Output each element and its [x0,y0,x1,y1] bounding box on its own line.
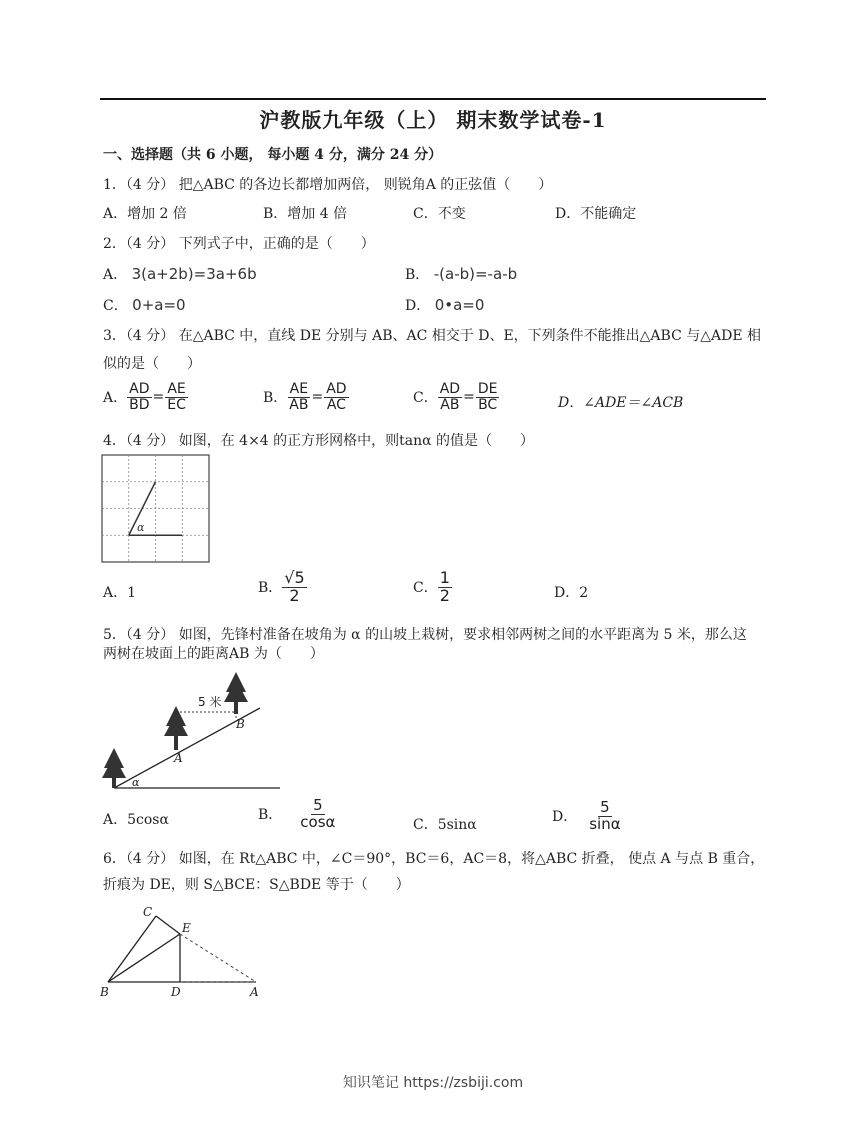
q2-option-b [405,264,517,284]
q5-option-d-frac: $\frac{5}{\sin\alpha}$ [589,798,621,833]
q5-stem-line2: 两树在坡面上的距离AB 为（ ） [103,646,324,662]
q6-point-a-label: A [250,985,259,999]
q3-stem-line1: 3．（4 分） 在△ABC 中，直线 DE 分别与 AB、AC 相交于 D、E，下列条件不能推出△ABC 与△ADE 相 [103,328,762,344]
q2-option-d-label: D． [405,298,431,314]
q1-option-d: D．不能确定 [555,206,637,222]
q4-option-b [258,570,307,605]
q4-option-a: A．1 [103,585,137,601]
q2-option-a-math: 3(a+2b)=3a+6b [131,265,257,283]
q5-point-a-label: A [174,751,183,765]
q4-option-b-label: B． [258,580,283,597]
q2-option-a-label: A． [103,267,128,283]
q4-option-c-frac: $\frac{1}{2}$ [439,568,450,605]
footer-watermark[interactable]: 知识笔记 https://zsbiji.com [342,1075,524,1091]
q1-stem: 1．（4 分） 把△ABC 的各边长都增加两倍， 则锐角A 的正弦值（ ） [103,177,553,193]
q2-option-c [103,295,186,315]
q3-option-c: C． $\frac{AD}{AB}$ = $\frac{DE}{BC}$ [413,381,498,413]
q5-slope-figure [100,670,285,792]
q3-option-b-frac1: $\frac{AE}{AB}$ [289,381,309,413]
page-title: 沪教版九年级（上） 期末数学试卷-1 [259,108,607,132]
tree-icon-2 [164,706,188,750]
q5-distance-label: 5 米 [198,695,222,709]
q5-point-b-label: B [236,717,245,731]
q6-point-e-label: E [182,921,191,935]
q3-option-b-frac2: $\frac{AD}{AC}$ [326,381,347,413]
q3-option-b-label: B． [263,390,288,407]
q6-triangle-figure [98,900,268,1000]
q3-stem-line2: 似的是（ ） [103,356,201,372]
q6-point-c-label: C [143,905,153,919]
q2-option-b-math: -(a-b)=-a-b [433,265,518,283]
q2-option-c-label: C． [103,298,128,314]
q2-option-a [103,264,257,284]
q5-option-a: A．5cosα [103,812,169,828]
q5-option-b [258,798,337,831]
q5-option-b-frac: $\frac{5}{\cos\alpha}$ [300,796,336,831]
q5-option-d-label: D． [552,809,578,826]
q6-point-d-label: D [171,985,181,999]
q2-option-d-math: 0•a=0 [434,296,485,314]
tree-icon-1 [102,748,126,788]
header-rule [100,98,766,100]
q5-stem-line1: 5．（4 分） 如图，先锋村准备在坡角为 α 的山坡上栽树，要求相邻两树之间的水平距离为 5 米，那么这 [103,627,747,643]
q3-option-c-frac1: $\frac{AD}{AB}$ [439,381,461,413]
q4-grid-lines [102,455,209,562]
q6-segment-be [108,934,180,982]
q3-option-c-label: C． [413,390,438,407]
q1-option-a: A．增加 2 倍 [103,206,187,222]
q6-segment-ce [156,916,180,934]
q6-segment-bc [108,916,156,982]
q3-option-a: A． $\frac{AD}{BD}$ = $\frac{AE}{EC}$ [103,381,186,413]
q5-option-b-label: B． [258,807,283,824]
q3-option-d: D．∠ADE＝∠ACB [558,395,684,411]
q2-stem: 2．（4 分） 下列式子中，正确的是（ ） [103,236,375,252]
q6-segment-ea [180,934,256,982]
q5-option-c: C．5sinα [413,817,477,833]
q3-option-a-frac2: $\frac{AE}{EC}$ [167,381,186,413]
q6-point-b-label: B [100,985,109,999]
q4-option-c [413,570,452,605]
q1-option-c: C．不变 [413,206,466,222]
q3-option-a-label: A． [103,390,128,407]
q3-option-c-frac2: $\frac{DE}{BC}$ [477,381,498,413]
q4-option-c-label: C． [413,580,438,597]
q2-option-c-math: 0+a=0 [132,296,186,314]
q3-option-a-frac1: $\frac{AD}{BD}$ [129,381,150,413]
q4-option-d: D．2 [554,585,589,601]
q4-grid-figure [101,454,210,563]
q4-alpha-label: α [137,521,145,534]
q5-option-d [552,800,623,833]
q6-stem-line2: 折痕为 DE，则 S△BCE：S△BDE 等于（ ） [103,877,410,893]
q3-option-b: B． $\frac{AE}{AB}$ = $\frac{AD}{AC}$ [263,381,347,413]
q2-option-d [405,295,484,315]
q6-stem-line1: 6．（4 分） 如图，在 Rt△ABC 中，∠C＝90°，BC＝6，AC＝8，将△ABC 折叠， 使点 A 与点 B 重合， [103,851,765,867]
tree-icon-3 [224,672,248,714]
q4-stem: 4．（4 分） 如图，在 4×4 的正方形网格中，则tanα 的值是（ ） [103,433,535,449]
q2-option-b-label: B． [405,267,430,283]
q4-option-b-frac: $\frac{√5}{2}$ [284,568,305,605]
q5-alpha-label: α [132,776,140,789]
section-heading: 一、选择题（共 6 小题， 每小题 4 分，满分 24 分） [103,147,443,163]
q1-option-b: B．增加 4 倍 [263,206,348,222]
